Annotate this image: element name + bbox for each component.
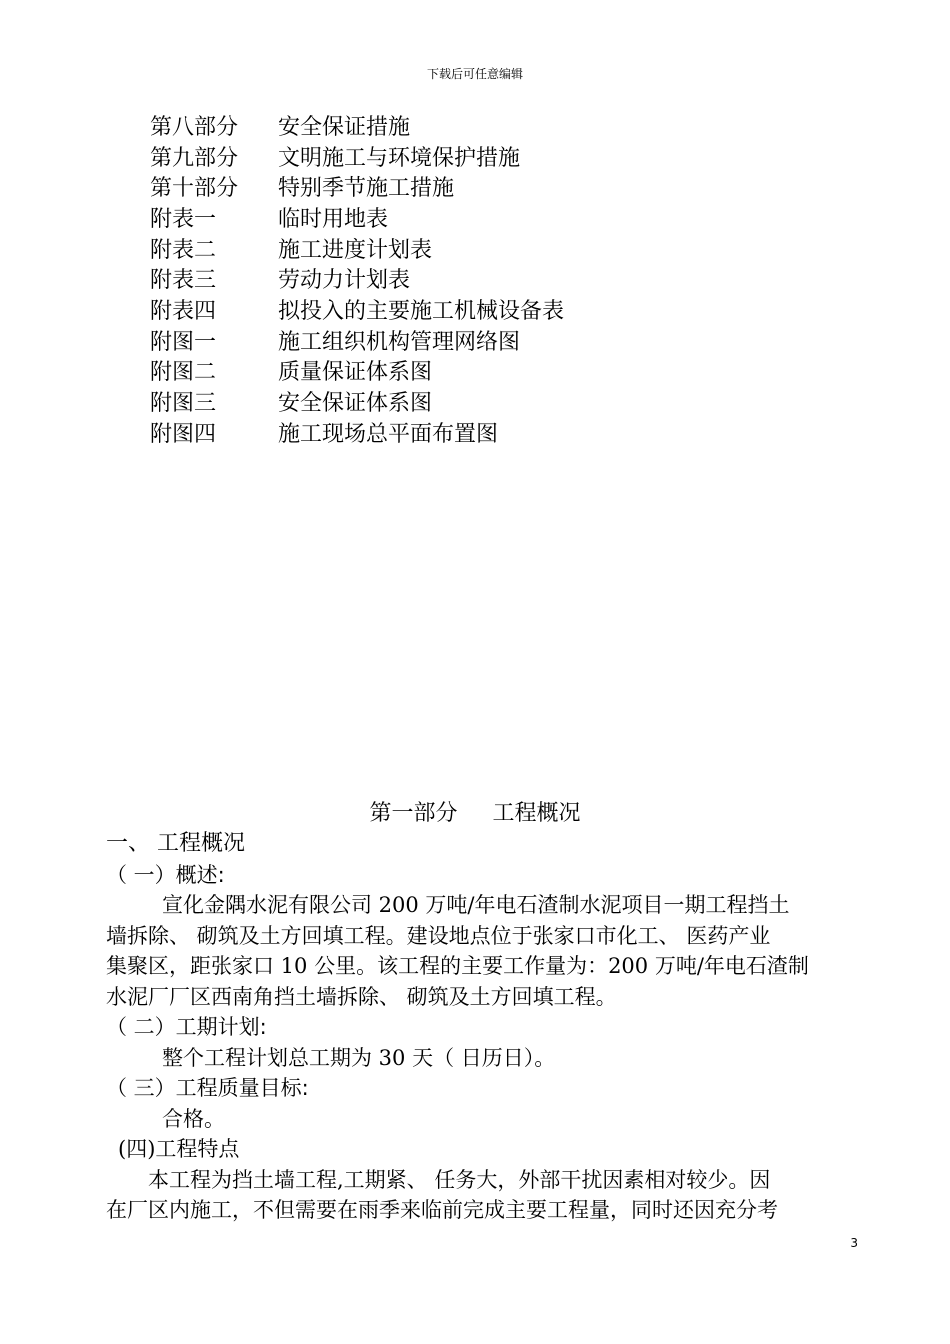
toc-title: 施工现场总平面布置图 [278, 421, 499, 447]
toc-item [150, 294, 564, 325]
toc-title: 拟投入的主要施工机械设备表 [278, 298, 565, 324]
toc-item [150, 141, 564, 172]
toc-label: 第八部分 [150, 114, 239, 140]
header-note: 下载后可任意编辑 [426, 67, 523, 81]
paragraph-line: 集聚区，距张家口 10 公里。该工程的主要工作量为：200 万吨/年电石渣制 [106, 954, 809, 978]
toc-label: 附表四 [150, 298, 217, 324]
toc-title: 安全保证措施 [278, 114, 411, 140]
paragraph-line: 宣化金隅水泥有限公司 200 万吨/年电石渣制水泥项目一期工程挡土 [162, 893, 790, 917]
toc-item [150, 202, 564, 233]
toc-label: 附表三 [150, 268, 217, 294]
toc-item [150, 386, 564, 417]
toc-item [150, 417, 564, 448]
table-of-contents [150, 110, 564, 448]
toc-title: 临时用地表 [278, 206, 389, 232]
toc-title: 劳动力计划表 [278, 268, 411, 294]
toc-label: 第十部分 [150, 176, 239, 202]
paragraph-line: 墙拆除、 砌筑及土方回填工程。建设地点位于张家口市化工、 医药产业 [106, 923, 771, 948]
subheading-overview: （ 一）概述: [106, 862, 225, 887]
toc-item [150, 110, 564, 141]
subheading-features: (四)工程特点 [118, 1137, 240, 1161]
toc-label: 附图二 [150, 360, 217, 386]
toc-title: 特别季节施工措施 [278, 176, 455, 202]
toc-item [150, 171, 564, 202]
toc-title: 施工进度计划表 [278, 237, 433, 263]
toc-label: 附图三 [150, 391, 217, 417]
toc-label: 附图一 [150, 329, 217, 355]
paragraph-line: 合格。 [162, 1106, 225, 1131]
page-number: 3 [850, 1236, 858, 1250]
body-content [106, 829, 858, 1226]
paragraph-line: 水泥厂厂区西南角挡土墙拆除、 砌筑及土方回填工程。 [106, 984, 617, 1009]
toc-label: 附表一 [150, 206, 217, 232]
toc-title: 安全保证体系图 [278, 391, 433, 417]
paragraph-line: 本工程为挡土墙工程,工期紧、 任务大，外部干扰因素相对较少。因 [148, 1167, 771, 1192]
toc-label: 第九部分 [150, 145, 239, 171]
toc-item [150, 325, 564, 356]
toc-item [150, 233, 564, 264]
toc-title: 施工组织机构管理网络图 [278, 329, 521, 355]
subheading-schedule: （ 二）工期计划: [106, 1015, 267, 1039]
toc-item [150, 356, 564, 387]
toc-title: 质量保证体系图 [278, 360, 433, 386]
toc-title: 文明施工与环境保护措施 [278, 145, 521, 171]
toc-label: 附图四 [150, 421, 217, 447]
heading: 一、 工程概况 [106, 831, 245, 856]
paragraph-line: 在厂区内施工，不但需要在雨季来临前完成主要工程量，同时还因充分考 [106, 1198, 778, 1222]
section-title: 第一部分 工程概况 [369, 801, 581, 826]
subheading-quality: （ 三）工程质量目标: [106, 1076, 309, 1100]
paragraph-line: 整个工程计划总工期为 30 天（ 日历日）。 [162, 1045, 556, 1070]
toc-item [150, 263, 564, 294]
toc-label: 附表二 [150, 237, 217, 263]
